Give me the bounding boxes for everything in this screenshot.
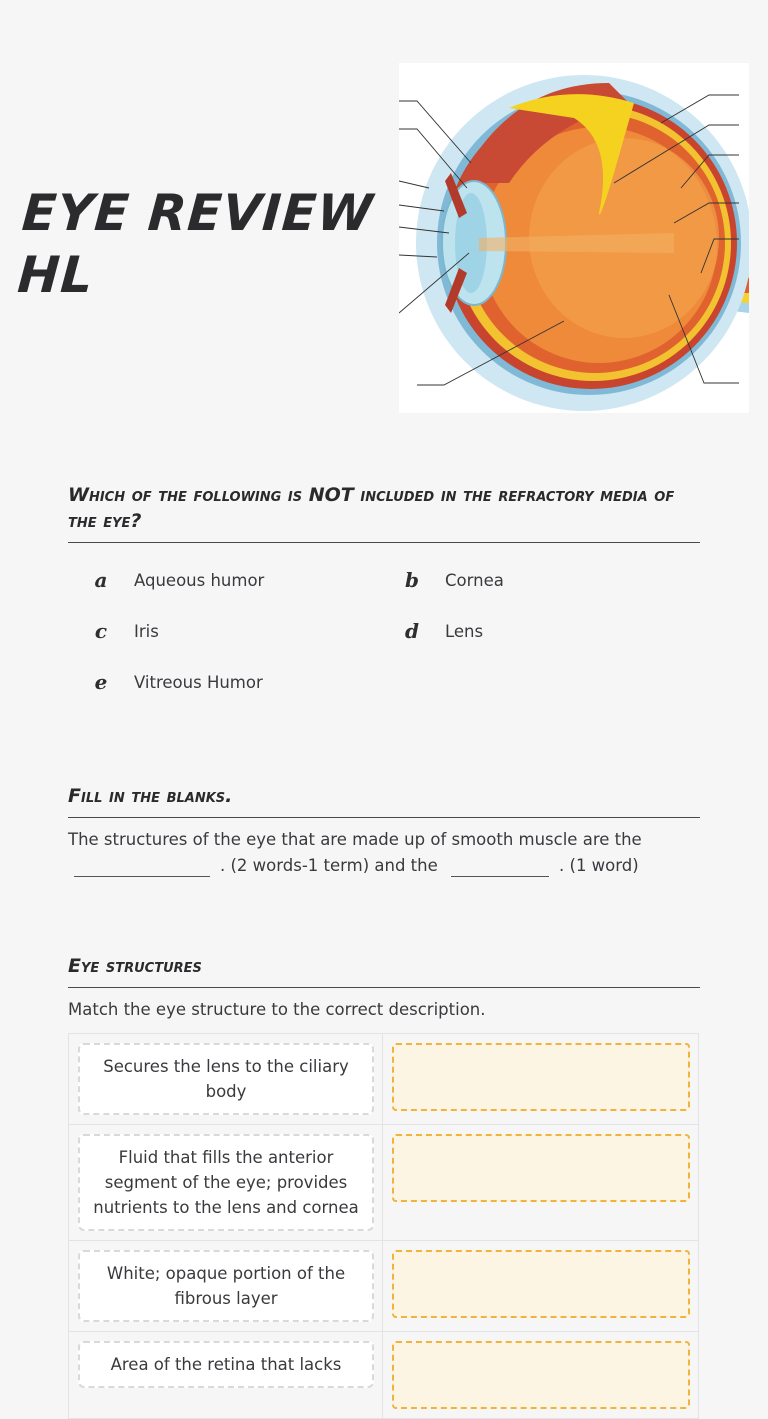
option-b[interactable]	[379, 565, 504, 595]
match-left-cell	[69, 1034, 383, 1124]
match-row	[68, 1034, 699, 1125]
answer-drop-zone[interactable]	[392, 1134, 690, 1202]
match-right-cell	[383, 1034, 698, 1124]
match-left-cell	[69, 1332, 383, 1418]
option-letter: c	[94, 619, 108, 643]
question2-title: Fill in the blanks.	[68, 783, 700, 818]
match-table	[68, 1033, 699, 1419]
match-instructions: Match the eye structure to the correct description.	[68, 1000, 486, 1019]
eye-anatomy-image	[399, 63, 749, 413]
page-title	[16, 182, 376, 306]
option-a[interactable]	[68, 565, 264, 595]
question1-title: Which of the following is NOT included in the refractory media of the eye?	[68, 482, 700, 543]
description-card[interactable]: Area of the retina that lacks	[78, 1341, 374, 1388]
option-letter: e	[94, 670, 108, 694]
description-card[interactable]: Secures the lens to the ciliary body	[78, 1043, 374, 1115]
eye-anatomy-diagram	[399, 63, 749, 413]
option-letter: a	[94, 568, 108, 592]
option-letter: b	[405, 568, 419, 592]
blank-input-2[interactable]	[451, 856, 549, 877]
blank-input-1[interactable]	[74, 856, 210, 877]
title-line-1: EYE REVIEW	[20, 184, 376, 242]
title-line-2: HL	[15, 246, 96, 304]
option-text: Aqueous humor	[134, 570, 265, 590]
match-right-cell	[383, 1332, 698, 1418]
option-letter: d	[405, 619, 419, 643]
match-row	[68, 1332, 699, 1419]
option-text: Cornea	[445, 570, 504, 590]
option-text: Iris	[134, 621, 159, 641]
answer-drop-zone[interactable]	[392, 1341, 690, 1409]
match-right-cell	[383, 1241, 698, 1331]
answer-drop-zone[interactable]	[392, 1043, 690, 1111]
option-text: Lens	[445, 621, 484, 641]
option-c[interactable]	[68, 616, 159, 646]
description-card[interactable]: Fluid that fills the anterior segment of the eye; provides nutrients to the lens and cornea	[78, 1134, 374, 1231]
match-left-cell	[69, 1125, 383, 1240]
blank-hint-2: . (1 word)	[559, 856, 639, 875]
answer-drop-zone[interactable]	[392, 1250, 690, 1318]
description-card[interactable]: White; opaque portion of the fibrous layer	[78, 1250, 374, 1322]
fill-in-sentence	[68, 827, 700, 879]
match-row	[68, 1125, 699, 1241]
match-left-cell	[69, 1241, 383, 1331]
option-text: Vitreous Humor	[134, 672, 263, 692]
sentence-start: The structures of the eye that are made up of smooth muscle are the	[68, 830, 642, 849]
question3-title: Eye structures	[68, 953, 700, 988]
option-e[interactable]	[68, 667, 263, 697]
match-row	[68, 1241, 699, 1332]
blank-hint-1: . (2 words-1 term) and the	[220, 856, 438, 875]
option-d[interactable]	[379, 616, 483, 646]
match-right-cell	[383, 1125, 698, 1240]
